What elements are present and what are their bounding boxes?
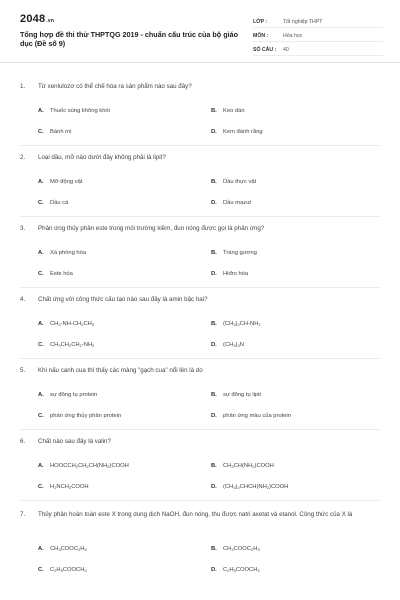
formula-part: )COOH xyxy=(269,484,289,490)
option-text: Kem đánh răng xyxy=(223,129,263,135)
option-letter: B. xyxy=(211,546,217,552)
formula-subscript: 2 xyxy=(258,322,261,327)
answer-option-a[interactable] xyxy=(38,463,129,469)
question-number: 4. xyxy=(20,296,26,303)
option-text: Bánh mì xyxy=(50,129,72,135)
meta-value: Tốt nghiệp THPT xyxy=(283,19,323,25)
question-number: 1. xyxy=(20,83,26,90)
formula-subscript: 3 xyxy=(237,343,240,348)
answer-option-b[interactable] xyxy=(211,250,257,256)
question-divider xyxy=(20,145,380,146)
option-letter: B. xyxy=(211,179,217,185)
formula-part: COOCH xyxy=(62,567,85,573)
formula-part: (CH xyxy=(223,484,234,490)
formula-part: CH xyxy=(78,463,87,469)
answer-option-a[interactable] xyxy=(38,250,86,256)
formula-subscript: 2 xyxy=(79,343,82,348)
option-text: Dầu cá xyxy=(50,200,69,206)
option-text: Tráng gương xyxy=(223,250,257,256)
answer-option-d[interactable] xyxy=(211,413,291,419)
option-letter: B. xyxy=(211,108,217,114)
question-text: Phản ứng thủy phân este trong môi trường kiềm, đun nóng được gọi là phản ứng? xyxy=(38,225,265,232)
meta-key: SỐ CÂU : xyxy=(253,47,277,53)
formula-subscript: 2 xyxy=(227,568,230,573)
answer-option-c[interactable] xyxy=(38,567,87,573)
formula-part: H xyxy=(80,546,85,552)
option-text: Hiđro hóa xyxy=(223,271,249,277)
option-text: phản ứng thủy phân protein xyxy=(50,413,122,419)
formula-subscript: 2 xyxy=(251,547,254,552)
option-text: Xà phòng hóa xyxy=(50,250,87,256)
option-letter: D. xyxy=(211,271,217,277)
formula-part: CH(NH xyxy=(233,463,253,469)
formula-part: C xyxy=(223,567,228,573)
question-number: 7. xyxy=(20,511,26,518)
option-letter: D. xyxy=(211,567,217,573)
formula-part: )COOH xyxy=(254,463,274,469)
formula-subscript: 2 xyxy=(266,485,270,490)
option-text: phản ứng màu của protein xyxy=(223,413,292,419)
option-letter: A. xyxy=(38,321,44,327)
option-text: Mỡ động vật xyxy=(50,179,83,185)
formula-subscript: 3 xyxy=(233,322,236,327)
formula-subscript: 2 xyxy=(54,568,57,573)
option-letter: A. xyxy=(38,392,44,398)
answer-option-c[interactable] xyxy=(38,200,68,206)
option-letter: C. xyxy=(38,200,44,206)
formula-part: H xyxy=(50,484,55,490)
question-item xyxy=(0,437,400,501)
formula-subscript: 2 xyxy=(68,485,72,490)
formula-part: NCH xyxy=(56,484,69,490)
answer-option-c[interactable] xyxy=(38,271,73,277)
answer-option-a[interactable] xyxy=(38,392,97,398)
option-letter: A. xyxy=(38,546,44,552)
formula-part: CH xyxy=(50,321,59,327)
formula-part: COOC xyxy=(233,546,252,552)
formula-subscript: 2 xyxy=(252,464,255,469)
formula-part: HOOCCH xyxy=(50,463,76,469)
meta-row-class xyxy=(253,14,383,28)
document-title: Tổng hợp đề thi thử THPTQG 2019 - chuẩn cấu trúc của bộ giáo dục (Đề số 9) xyxy=(20,30,238,48)
formula-part: CH-NH xyxy=(239,321,259,327)
meta-row-count xyxy=(253,42,383,56)
formula-subscript: 2 xyxy=(78,547,81,552)
formula-subscript: 2 xyxy=(68,343,72,348)
option-letter: A. xyxy=(38,179,44,185)
answer-option-b[interactable] xyxy=(211,179,256,185)
option-letter: C. xyxy=(38,567,44,573)
option-text: Dầu thực vật xyxy=(223,179,257,185)
question-item xyxy=(0,153,400,217)
formula-part: CH xyxy=(50,342,59,348)
formula-subscript: 3 xyxy=(231,547,234,552)
question-item xyxy=(0,295,400,359)
answer-option-c[interactable] xyxy=(38,413,121,419)
question-number: 5. xyxy=(20,367,26,374)
formula-part: (CH xyxy=(223,321,234,327)
option-text: sự đông tụ lipit xyxy=(223,392,262,398)
formula-subscript: 3 xyxy=(58,547,61,552)
formula-subscript: 2 xyxy=(81,322,84,327)
option-letter: A. xyxy=(38,108,44,114)
question-number: 3. xyxy=(20,225,26,232)
answer-option-b[interactable] xyxy=(211,546,260,552)
formula-part: H xyxy=(253,546,258,552)
question-item xyxy=(0,224,400,288)
meta-key: LỚP : xyxy=(253,19,268,25)
formula-part: CH xyxy=(83,321,92,327)
question-number: 2. xyxy=(20,154,26,161)
question-item xyxy=(0,82,400,146)
answer-option-b[interactable] xyxy=(211,321,261,327)
option-letter: D. xyxy=(211,413,217,419)
formula-part: )COOH xyxy=(109,463,129,469)
answer-option-a[interactable] xyxy=(38,108,110,114)
formula-subscript: 2 xyxy=(237,322,240,327)
formula-subscript: 2 xyxy=(54,485,57,490)
answer-option-b[interactable] xyxy=(211,463,274,469)
question-text: Khi nấu canh cua thì thấy các mảng "gạch cua" nổi lên là do xyxy=(38,367,203,374)
exam-meta xyxy=(253,14,383,56)
option-text: Este hóa xyxy=(50,271,73,277)
answer-option-d[interactable] xyxy=(211,200,251,206)
answer-option-c[interactable] xyxy=(38,129,72,135)
question-item xyxy=(0,510,400,574)
formula-part: CH xyxy=(71,342,80,348)
option-letter: C. xyxy=(38,342,44,348)
formula-part: ) xyxy=(235,484,238,490)
option-letter: C. xyxy=(38,271,44,277)
option-text: Dầu mazut xyxy=(223,200,252,206)
option-letter: D. xyxy=(211,129,217,135)
meta-row-subject xyxy=(253,28,383,42)
meta-key: MÔN : xyxy=(253,33,269,39)
formula-subscript: 3 xyxy=(84,568,87,573)
formula-subscript: 5 xyxy=(84,547,87,552)
option-letter: B. xyxy=(211,321,217,327)
question-item xyxy=(0,366,400,430)
formula-part: COOH xyxy=(71,484,89,490)
answer-option-a[interactable] xyxy=(38,179,82,185)
formula-part: CH(NH xyxy=(88,463,108,469)
formula-part: COOC xyxy=(60,546,79,552)
formula-subscript: 3 xyxy=(233,485,236,490)
option-text: Thuốc súng không khói xyxy=(50,108,110,114)
formula-part: COOCH xyxy=(235,567,258,573)
option-letter: D. xyxy=(211,484,217,490)
option-letter: C. xyxy=(38,129,44,135)
question-text: Loại dầu, mỡ nào dưới đây không phải là lipit? xyxy=(38,154,166,161)
option-letter: A. xyxy=(38,250,44,256)
formula-part: N xyxy=(239,342,244,348)
question-divider xyxy=(20,429,380,430)
question-text: Chất nào sau đây là valin? xyxy=(38,438,111,445)
option-letter: B. xyxy=(211,463,217,469)
option-text: sự đông tụ protein xyxy=(50,392,98,398)
formula-part: -NH-CH xyxy=(60,321,82,327)
formula-part: C xyxy=(50,567,55,573)
formula-part: CH xyxy=(50,546,59,552)
option-letter: C. xyxy=(38,413,44,419)
logo-text: 2048 xyxy=(20,13,46,25)
formula-subscript: 3 xyxy=(91,322,95,327)
formula-part: ) xyxy=(235,342,238,348)
meta-value: Hóa học xyxy=(283,33,303,39)
answer-option-b[interactable] xyxy=(211,392,261,398)
formula-subscript: 2 xyxy=(86,464,89,469)
formula-subscript: 3 xyxy=(233,343,236,348)
option-letter: B. xyxy=(211,392,217,398)
answer-option-a[interactable] xyxy=(38,321,94,327)
meta-value: 40 xyxy=(283,47,289,53)
site-logo[interactable] xyxy=(20,13,54,25)
option-letter: A. xyxy=(38,463,44,469)
question-text: Thủy phân hoàn toàn este X trong dung dịch NaOH, đun nóng, thu được natri axetat và etanol. Công thức của X là xyxy=(38,511,353,518)
formula-subscript: 5 xyxy=(60,568,63,573)
answer-option-d[interactable] xyxy=(211,342,244,348)
answer-option-d[interactable] xyxy=(211,567,260,573)
question-text: Từ xenlulozơ có thể chế hóa ra sản phẩm nào sau đây? xyxy=(38,83,192,90)
answer-option-d[interactable] xyxy=(211,271,248,277)
question-divider xyxy=(20,358,380,359)
formula-subscript: 3 xyxy=(58,322,61,327)
option-text: Keo dán xyxy=(223,108,245,114)
formula-subscript: 5 xyxy=(233,568,236,573)
answer-option-a[interactable] xyxy=(38,546,87,552)
question-divider xyxy=(20,287,380,288)
option-letter: D. xyxy=(211,342,217,348)
logo-suffix: .vn xyxy=(46,18,55,24)
formula-subscript: 2 xyxy=(107,464,110,469)
formula-part: CH xyxy=(60,342,69,348)
formula-part: CHCH(NH xyxy=(239,484,267,490)
formula-part: -NH xyxy=(81,342,93,348)
formula-part: H xyxy=(56,567,61,573)
question-text: Chất ứng với công thức cấu tạo nào sau đây là amin bậc hai? xyxy=(38,296,208,303)
formula-subscript: 2 xyxy=(75,464,78,469)
option-letter: C. xyxy=(38,484,44,490)
option-letter: B. xyxy=(211,250,217,256)
question-divider xyxy=(20,500,380,501)
question-divider xyxy=(20,216,380,217)
formula-subscript: 2 xyxy=(237,485,240,490)
formula-part: (CH xyxy=(223,342,234,348)
formula-part: CH xyxy=(223,463,232,469)
formula-subscript: 3 xyxy=(58,343,61,348)
answer-option-c[interactable] xyxy=(38,342,94,348)
option-letter: D. xyxy=(211,200,217,206)
formula-subscript: 3 xyxy=(257,568,260,573)
formula-part: H xyxy=(229,567,234,573)
formula-subscript: 2 xyxy=(92,343,95,348)
answer-option-b[interactable] xyxy=(211,108,245,114)
answer-option-d[interactable] xyxy=(211,484,288,490)
formula-part: ) xyxy=(235,321,238,327)
formula-subscript: 3 xyxy=(231,464,234,469)
answer-option-c[interactable] xyxy=(38,484,89,490)
answer-option-d[interactable] xyxy=(211,129,263,135)
page-header xyxy=(0,0,400,63)
formula-part: CH xyxy=(223,546,232,552)
formula-subscript: 3 xyxy=(257,547,260,552)
question-number: 6. xyxy=(20,438,26,445)
